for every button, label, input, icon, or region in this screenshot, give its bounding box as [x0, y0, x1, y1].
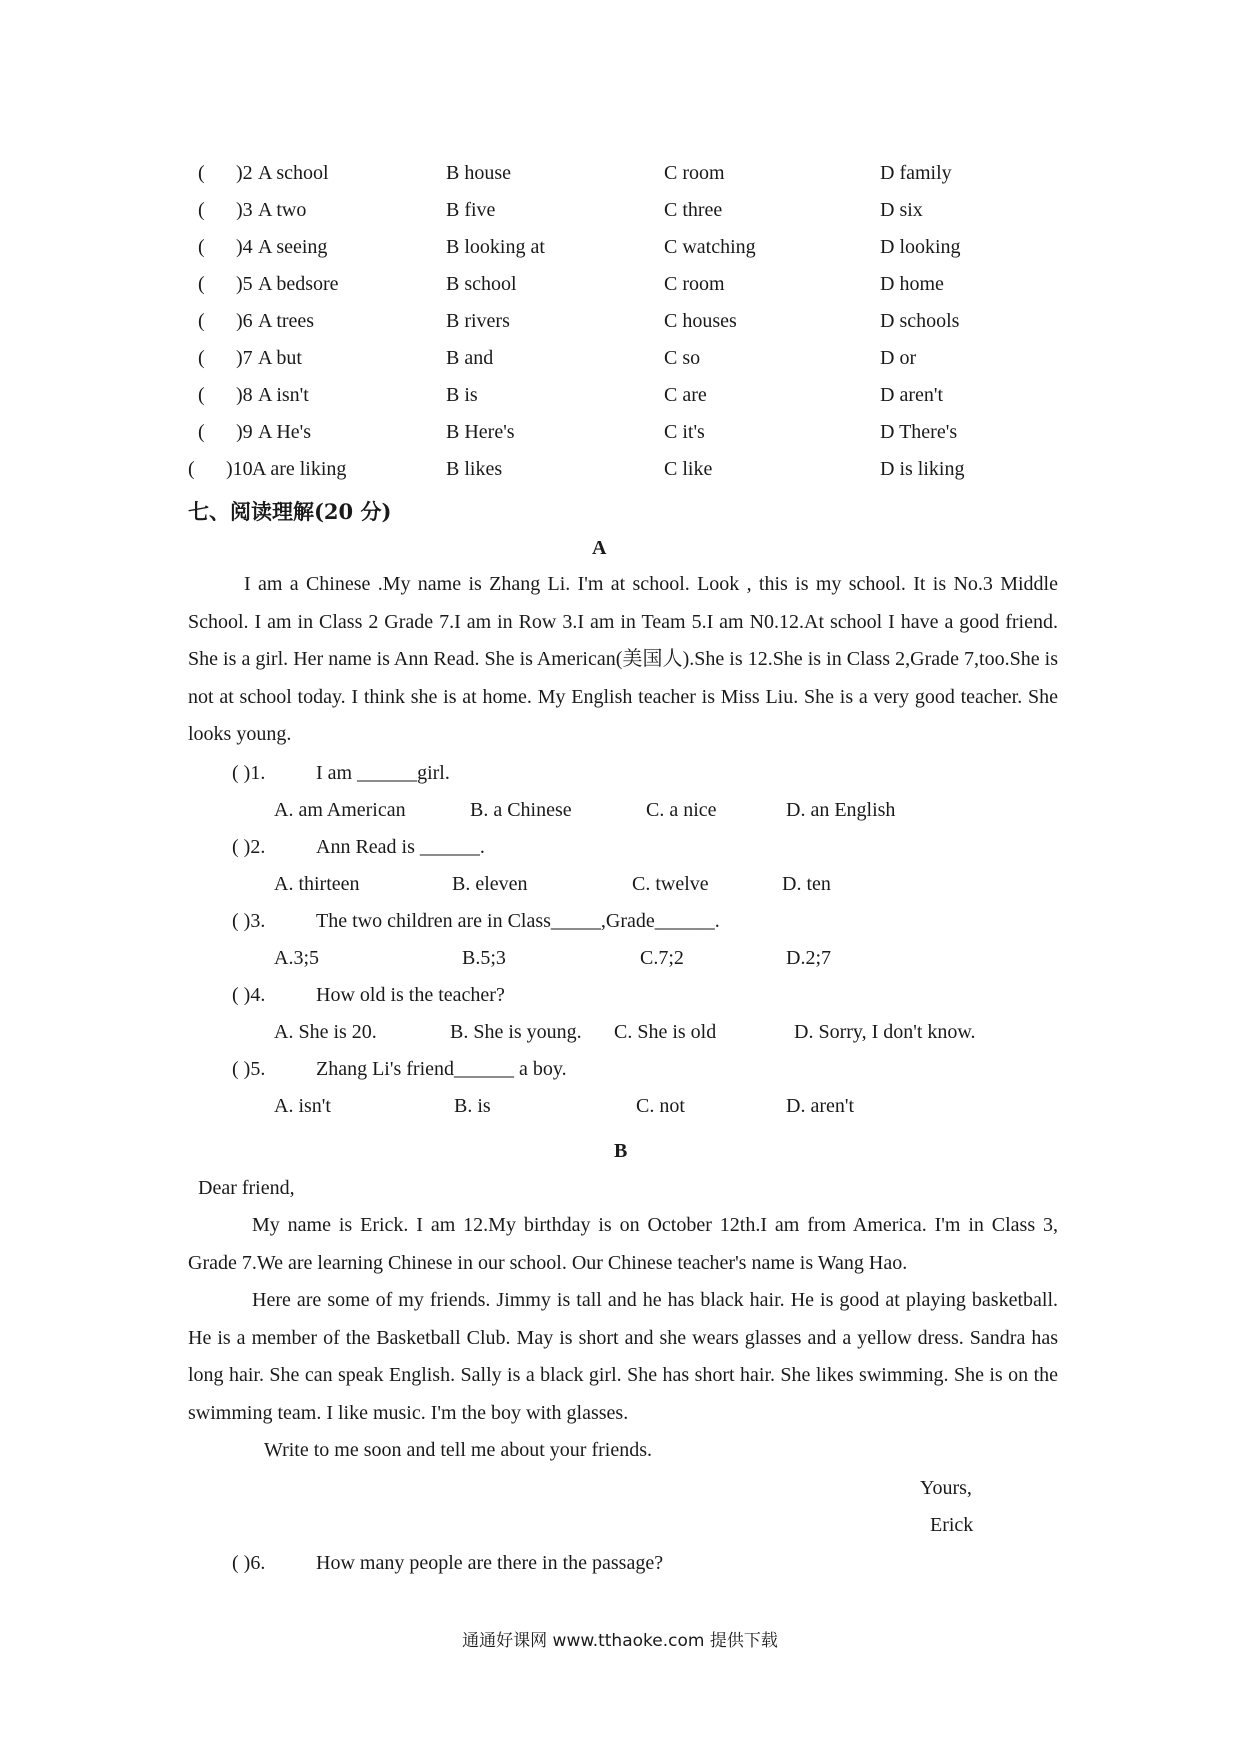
cloze-number: )4: [236, 236, 253, 258]
section-7-title: 七、阅读理解(20 分): [188, 499, 392, 524]
question-stem: The two children are in Class_____,Grade______.: [316, 910, 720, 932]
question-prefix: ( )5.: [232, 1058, 266, 1080]
cloze-option-a: A trees: [258, 310, 315, 332]
answer-bracket: (: [198, 421, 205, 443]
cloze-option-d: D or: [880, 347, 917, 369]
cloze-option-c: C houses: [664, 310, 737, 332]
cloze-number: )9: [236, 421, 253, 443]
answer-bracket: (: [188, 458, 195, 480]
cloze-number: )3: [236, 199, 253, 221]
question-option: B. She is young.: [450, 1021, 582, 1043]
letter-signature: Erick: [930, 1514, 974, 1536]
cloze-option-a: A isn't: [258, 384, 309, 406]
question-option: A. thirteen: [274, 873, 360, 895]
question-option: A. am American: [274, 799, 406, 821]
cloze-option-b: B is: [446, 384, 478, 406]
letter-salutation: Dear friend,: [198, 1177, 295, 1199]
cloze-number: )10: [226, 458, 253, 480]
question-option: B. eleven: [452, 873, 528, 895]
question-stem: Zhang Li's friend______ a boy.: [316, 1058, 567, 1080]
answer-bracket: (: [198, 310, 205, 332]
question-prefix: ( )1.: [232, 762, 266, 784]
question-option: C. She is old: [614, 1021, 717, 1043]
cloze-option-a: A school: [258, 162, 329, 184]
letter-closing: Yours,: [920, 1477, 972, 1499]
question-prefix: ( )2.: [232, 836, 266, 858]
cloze-number: )5: [236, 273, 253, 295]
question-option: C. not: [636, 1095, 685, 1117]
cloze-option-c: C are: [664, 384, 707, 406]
cloze-option-a: A are liking: [252, 458, 347, 480]
question-option: C.7;2: [640, 947, 684, 969]
question-option: A. She is 20.: [274, 1021, 377, 1043]
question-option: B.5;3: [462, 947, 506, 969]
answer-bracket: (: [198, 236, 205, 258]
cloze-option-b: B likes: [446, 458, 503, 480]
cloze-option-a: A bedsore: [258, 273, 339, 295]
question-6-prefix: ( )6.: [232, 1552, 266, 1574]
cloze-number: )6: [236, 310, 253, 332]
cloze-option-a: A but: [258, 347, 302, 369]
cloze-number: )8: [236, 384, 253, 406]
letter-paragraph-2: Here are some of my friends. Jimmy is tall and he has black hair. He is good at playing basketball. He is a member of the Basketball Club. May is short and she wears glasses and a yellow dress. Sandra has long hair. She can speak English. Sally is a black girl. She has short hair. She likes swimming. She is on the swimming team. I like music. I'm the boy with glasses.: [188, 1289, 1058, 1424]
question-prefix: ( )3.: [232, 910, 266, 932]
cloze-number: )7: [236, 347, 253, 369]
cloze-option-b: B five: [446, 199, 496, 221]
question-option: B. a Chinese: [470, 799, 572, 821]
cloze-option-a: A He's: [258, 421, 312, 443]
cloze-option-b: B Here's: [446, 421, 515, 443]
cloze-option-b: B rivers: [446, 310, 510, 332]
cloze-option-d: D six: [880, 199, 923, 221]
passage-b-heading: B: [614, 1140, 628, 1162]
cloze-option-d: D There's: [880, 421, 958, 443]
question-option: C. a nice: [646, 799, 717, 821]
question-option: D. Sorry, I don't know.: [794, 1021, 976, 1043]
cloze-option-c: C like: [664, 458, 713, 480]
question-option: D. ten: [782, 873, 831, 895]
answer-bracket: (: [198, 347, 205, 369]
question-prefix: ( )4.: [232, 984, 266, 1006]
answer-bracket: (: [198, 384, 205, 406]
cloze-option-c: C watching: [664, 236, 756, 258]
question-stem: How old is the teacher?: [316, 984, 505, 1006]
question-stem: Ann Read is ______.: [316, 836, 485, 858]
answer-bracket: (: [198, 199, 205, 221]
question-option: D. an English: [786, 799, 896, 821]
cloze-option-b: B and: [446, 347, 494, 369]
answer-bracket: (: [198, 273, 205, 295]
cloze-option-c: C room: [664, 273, 725, 295]
letter-paragraph-3: Write to me soon and tell me about your friends.: [264, 1439, 652, 1461]
cloze-option-b: B school: [446, 273, 517, 295]
passage-a-heading: A: [592, 537, 607, 559]
cloze-option-d: D aren't: [880, 384, 944, 406]
answer-bracket: (: [198, 162, 205, 184]
cloze-option-c: C it's: [664, 421, 705, 443]
cloze-number: )2: [236, 162, 253, 184]
cloze-option-b: B house: [446, 162, 511, 184]
cloze-option-d: D looking: [880, 236, 961, 258]
cloze-option-d: D family: [880, 162, 952, 184]
cloze-option-a: A seeing: [258, 236, 328, 258]
cloze-option-b: B looking at: [446, 236, 545, 258]
passage-a-text: I am a Chinese .My name is Zhang Li. I'm at school. Look , this is my school. It is No.3 Middle School. I am in Class 2 Grade 7.I am in Row 3.I am in Team 5.I am N0.12.At school I have a good friend. She is a girl. Her name is Ann Read. She is American(美国人).She is 12.She is in Class 2,Grade 7,too.She is not at school today. I think she is at home. My English teacher is Miss Liu. She is a very good teacher. She looks young.: [188, 573, 1058, 745]
page-footer: 通通好课网 www.tthaoke.com 提供下载: [462, 1631, 778, 1651]
cloze-option-d: D is liking: [880, 458, 965, 480]
cloze-option-c: C so: [664, 347, 701, 369]
question-option: B. is: [454, 1095, 491, 1117]
question-option: D. aren't: [786, 1095, 855, 1117]
question-option: D.2;7: [786, 947, 831, 969]
letter-paragraph-1: My name is Erick. I am 12.My birthday is on October 12th.I am from America. I'm in Class 3, Grade 7.We are learning Chinese in our school. Our Chinese teacher's name is Wang Hao.: [188, 1214, 1058, 1274]
question-stem: I am ______girl.: [316, 762, 450, 784]
question-option: A. isn't: [274, 1095, 331, 1117]
cloze-option-a: A two: [258, 199, 307, 221]
question-option: A.3;5: [274, 947, 319, 969]
cloze-option-c: C room: [664, 162, 725, 184]
cloze-option-d: D home: [880, 273, 944, 295]
question-option: C. twelve: [632, 873, 709, 895]
cloze-option-d: D schools: [880, 310, 960, 332]
question-6-stem: How many people are there in the passage?: [316, 1552, 664, 1574]
cloze-option-c: C three: [664, 199, 723, 221]
